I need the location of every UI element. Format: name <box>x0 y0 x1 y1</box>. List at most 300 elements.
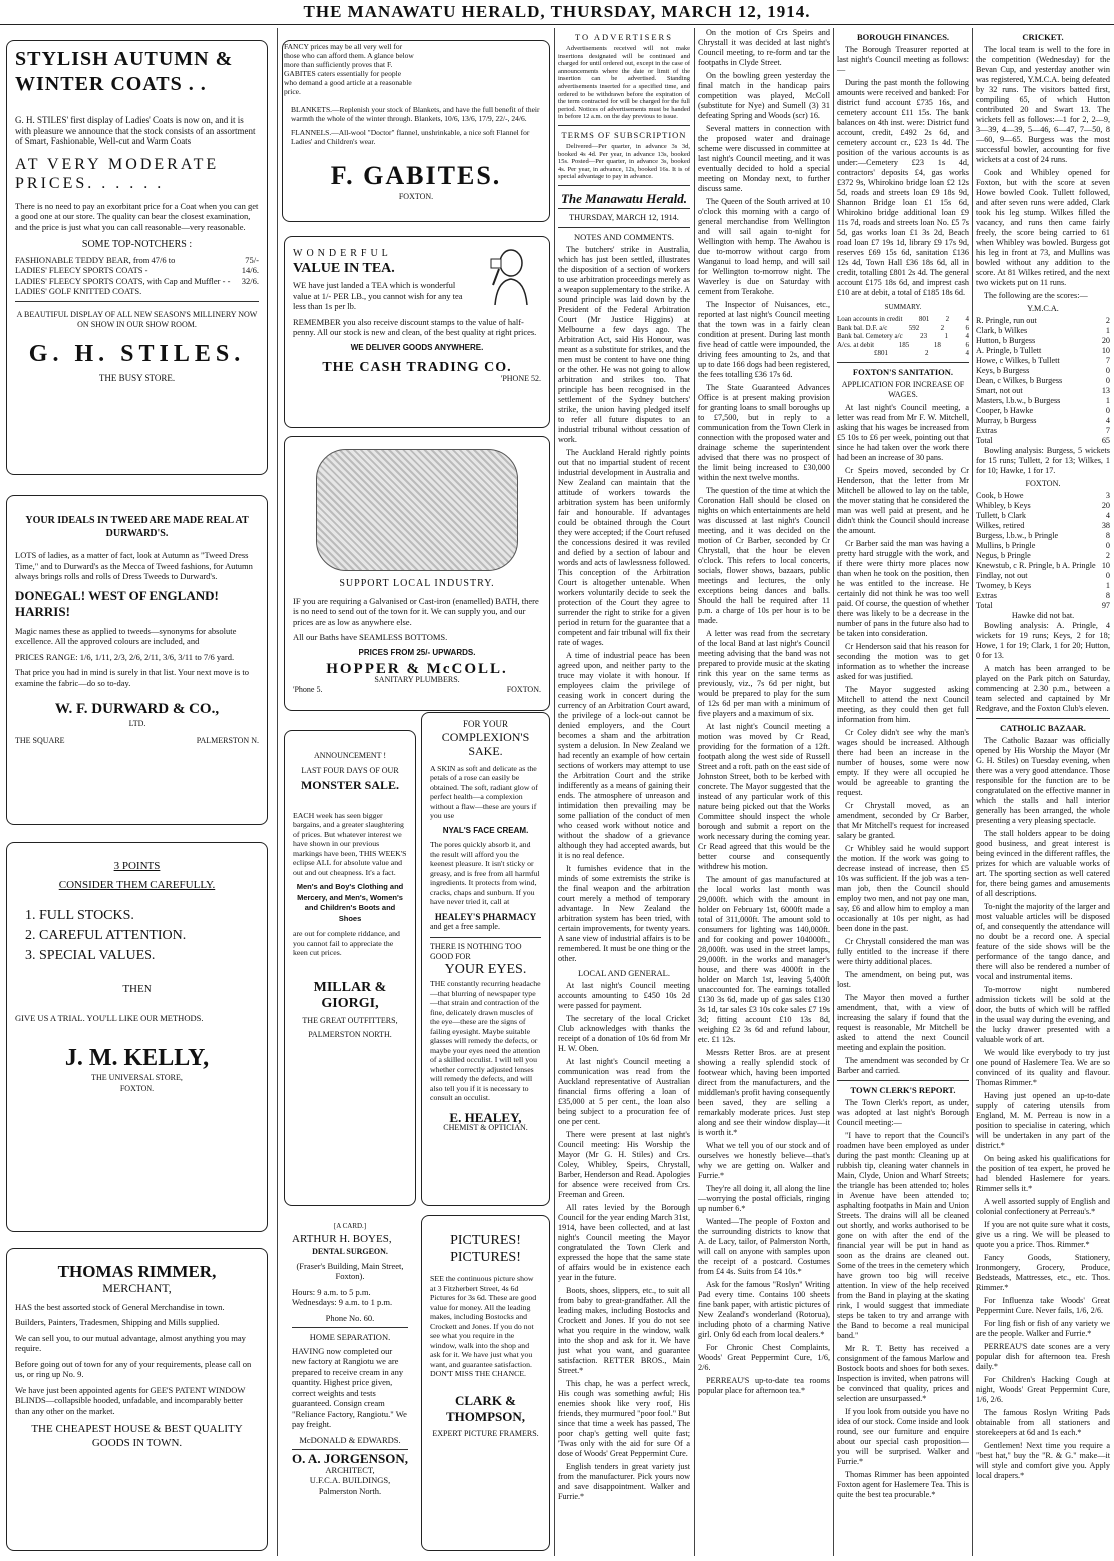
summary-row-cell: 4 <box>965 349 969 357</box>
sanitation-paragraph: Cr Henderson said that his reason for seconding the motion was to get information as to whether the increase asked for was justified. <box>837 641 969 681</box>
stiles-item <box>15 276 259 287</box>
ymca-score-row-cell: Masters, l.b.w., b Burgess <box>976 396 1061 405</box>
foxton-score-row-cell: Cook, b Howe <box>976 491 1024 500</box>
summary-row <box>837 349 969 358</box>
local-paragraph: This chap, he was a perfect wreck, His cough was something awful; His enemies shook like very roof, His friends, they murmured "poor fool." But since that time a week has passed, The poor chap's getting well quite fast; 'Twas only with the aid for sure Of a dose of Woods' Great Peppermint Cure. <box>558 1378 690 1458</box>
bazaar-paragraph: Having just opened an up-to-date supply of catering utensils from England, M. M. Perreau is now in a position to specialise in catering, which will be undertaken in any part of the district.* <box>976 1091 1110 1150</box>
finances-paragraph: The Borough Treasurer reported at last night's Council meeting as follows:— <box>837 45 969 74</box>
stiles-ad <box>6 40 268 475</box>
bazaar-paragraph: Fancy Goods, Stationery, Ironmongery, Grocery, Produce, Bedsteads, Mattresses, etc., etc. Thos. Rimmer.* <box>976 1253 1110 1292</box>
kelly-point: 1. FULL STOCKS. <box>25 908 134 923</box>
news-paragraph: The State Guaranteed Advances Office is at present making provision for granting loans to small boroughs up to £7,500, but in reply to a communication from the Town Clerk in connection with the proposed water and drainage scheme the superintendent advised that there was no prospect of the limit being increased to £30,000 within the next twelve months. <box>698 383 830 482</box>
hopper-support: SUPPORT LOCAL INDUSTRY. <box>339 578 495 589</box>
cricket-head: CRICKET. <box>1022 32 1064 42</box>
sanitation-paragraph: At last night's Council meeting, a letter was read from Mr F. W. Mitchell, asking that his wages be increased from £5 10s to £6 per week, pointing out that since he had taken over the work there had been an increase of 30 pans. <box>837 402 969 462</box>
kelly-then: THEN <box>122 983 152 995</box>
stiles-items <box>15 255 259 297</box>
millar-monster: MONSTER SALE. <box>300 778 400 792</box>
summary-row-cell: £801 <box>874 349 888 357</box>
townclerk-paragraph: Mr R. T. Betty has received a consignment of the famous Marlow and Bostock boots and shoes for both sexes. Inspection is invited, when patrons will be convinced that quality, prices and selection are unsurpassed.* <box>837 1343 969 1403</box>
summary-row-cell: 185 <box>898 340 910 349</box>
news-paragraph: At last night's Council meeting a motion was moved by Cr Read, providing for the formation of a 12ft. footpath along the west side of Russell Street and a roft. path on the east side of Johnston Street, both to be kerbed with concrete. The Mayor suggested that the instead of any particular work of this nature being picked out that the Works Committee should inspect the whole borough and submit a report on the work necessary during the coming year. Cr Read agreed that this would be the better course and consequently withdrew his motion. <box>698 722 830 871</box>
summary-row-cell: 1 <box>944 332 949 340</box>
bazaar-paragraph: On being asked his qualifications for the position of tea expert, he proved he had blended Haslemere for years. Rimmer sells it.* <box>976 1154 1110 1193</box>
foxton-scores <box>976 491 1110 611</box>
news-paragraph: PERREAU'S up-to-date tea rooms popular place for afternoon tea.* <box>698 1376 830 1395</box>
foxton-score-row-cell: 0 <box>1105 571 1110 580</box>
foxton-score-row-cell: Burgess, l.b.w., b Pringle <box>976 531 1059 540</box>
sanitation-paragraph: The Mayor then moved a further amendment, that, with a view of increasing the salary if found that the request is reasonable, Mr Mitchell be asked to attend the next Council meeting and explain the position. <box>837 992 969 1052</box>
summary-row-cell: 4 <box>965 332 969 340</box>
stiles-headline: STYLISH AUTUMN & WINTER COATS . . <box>15 48 234 95</box>
summary-row-cell: 6 <box>965 340 969 349</box>
notes-paragraphs <box>558 245 690 964</box>
ymca-score-row-cell: Howe, c Wilkes, b Tullett <box>976 356 1060 365</box>
summary-row-cell: 6 <box>965 323 969 332</box>
foxton-score-row-cell: 10 <box>1101 561 1110 570</box>
nameplate: The Manawatu Herald. <box>560 190 688 206</box>
subscription-body: Delivered—Per quarter, in advance 3s 3d, booked 4s 4d. Per year, in advance 13s, booked 15s. Posted—Per quarter, in advance 3s, booked 4s. Per year, in advance, 12s, booked 16s. It is of special advantage to pay in advance. <box>558 142 690 181</box>
ymca-score-row-cell: 7 <box>1105 356 1110 365</box>
kelly-points: 3 POINTS <box>113 860 161 872</box>
hopper-footer <box>293 685 541 696</box>
stiles-item-name: FASHIONABLE TEDDY BEAR, from 47/6 to <box>15 254 176 265</box>
stiles-item-price: 14/6. <box>241 265 259 275</box>
mcdonald-head: HOME SEPARATION. <box>309 1332 391 1342</box>
millar-last: LAST FOUR DAYS OF OUR <box>301 765 399 775</box>
millar-body2: are out for complete riddance, and you cannot fail to appreciate the keen cut prices. <box>293 929 400 957</box>
bazaar-paragraph: A well assorted supply of English and colonial confectionery at Perreau's.* <box>976 1197 1110 1216</box>
stiles-item <box>15 265 259 276</box>
notes-paragraph: The butchers' strike in Australia, which has just been settled, illustrates the disposition of a section of workers to use arbitration proceedings merely as a weapon supplementary to the strike. A sound principle was laid down by the President of the Federal Arbitration Court (Mr Justice Higgins) at Melbourne a few days ago. The Arbitration Act, said His Honour, was meant as a substitute for strikes, and the men must be content to have one thing or the other. He was not going to allow arbitration and strikes too. That principle has been recognised in the settlement of the Sydney butchers' strike, the union having pledged itself to refer all future disputes to an industrial tribunal without cessation of work. <box>558 244 690 444</box>
local-paragraph: At last night's Council meeting accounts amounting to £450 10s 2d were passed for payment. <box>558 980 690 1010</box>
jorgenson-addr: U.F.C.A. BUILDINGS, <box>309 1475 391 1485</box>
ymca-score-row-cell: Murray, b Burgess <box>976 416 1037 425</box>
summary-row-cell: 2 <box>925 349 929 357</box>
bazaar-paragraph: If you are not quite sure what it costs, give us a ring. We will be pleased to quote you a price. Thos. Rimmer.* <box>976 1220 1110 1249</box>
foxton-score-row <box>976 511 1110 521</box>
jorgenson-town: Palmerston North. <box>318 1485 382 1496</box>
foxton-score-row <box>976 501 1110 511</box>
healey-name: E. HEALEY, <box>449 1109 522 1125</box>
stiles-item <box>15 255 259 266</box>
tea-phone: 'PHONE 52. <box>500 373 541 383</box>
boyes-tag: DENTAL SURGEON. <box>312 1247 388 1256</box>
summary-row-cell: A/cs. at debit <box>837 340 875 349</box>
sanitation-sub: APPLICATION FOR INCREASE OF WAGES. <box>841 379 965 399</box>
ymca-score-row <box>976 386 1110 396</box>
sanitation-paragraph: The Mayor suggested asking Mitchell to attend the next Council meeting, as they could then get full information from him. <box>837 684 969 724</box>
clark-name: CLARK & THOMPSON, <box>445 1392 526 1424</box>
local-paragraph: At last night's Council meeting a communication was read from the Auckland representative of Australian financial firms offering a loan of £35,000 at 5 per cent., the loan also being subject to a procuration fee of one per cent. <box>558 1056 690 1126</box>
tea-body2: REMEMBER you also receive discount stamps to the value of half-penny. All our stock is new and clean, of the best quality at right prices. <box>293 316 537 337</box>
foxton-score-row-cell: Wilkes, retired <box>976 521 1025 530</box>
hopper-tag: SANITARY PLUMBERS. <box>374 674 460 684</box>
durward-body2: Magic names these as applied to tweeds—synonyms for absolute excellence. All the approved colours are included, and <box>15 625 237 646</box>
hopper-phone: 'Phone 5. <box>293 685 323 694</box>
news-paragraph: A letter was read from the secretary of the local Band at last night's Council meeting advising that the band was not prepared to provide music at the skating rink this year on the same terms as previously, viz., 7s 6d per night, but would be prepared to play for the sum of 12s 6d per man with a minimum of five players and a maximum of six. <box>698 629 830 718</box>
column-6 <box>976 28 1110 1556</box>
foxton-score-row-cell: 1 <box>1105 581 1110 590</box>
summary-row <box>837 324 969 333</box>
ymca-score-row-cell: 7 <box>1105 426 1110 435</box>
column-rule <box>972 28 973 1556</box>
notes-paragraph: The Auckland Herald rightly points out that no impartial student of recent industrial development in Australia and New Zealand can maintain that the attitude of workers towards the arbitration system has been uniformly fair and honourable. If advantages could be obtained through the Court they were accepted; if the Court refused the concessions desired it was reviled and defied by a section of labour and words and acts of lawlessness followed. This conception of the Arbitration Court is altogether untenable. When workers voluntarily decide to seek the protection of the Court they agree to surrender the right to strike for a given period in return for the guarantee that a competent and fair tribunal will fix their rate of wages. <box>558 447 690 647</box>
rimmer-body3: We can sell you, to our mutual advantage, almost anything you may require. <box>15 1332 246 1353</box>
boyes-phone: Phone No. 60. <box>325 1312 375 1323</box>
news-paragraph: On the motion of Crs Speirs and Chrystall it was decided at last night's Council meeting, to re-form and tar the footpaths in Clyde Street. <box>698 28 830 67</box>
durward-address-right: PALMERSTON N. <box>196 735 259 745</box>
healey-tag: CHEMIST & OPTICIAN. <box>443 1123 528 1132</box>
bazaar-paragraph: Gentlemen! Next time you require a "best hat," buy the "R. & G." make—it will style and comfort give you. Apply local drapers.* <box>976 1441 1110 1480</box>
foxton-score-row-cell: Extras <box>976 591 997 600</box>
news-paragraph: Wanted—The people of Foxton and the surrounding districts to know that A. de Lacy, tailor, of Palmerston North, will call on anyone with samples upon the receipt of a postcard. Costumes from £4 4s. Suits from £4 10s.* <box>698 1217 830 1276</box>
hawke-note: Hawke did not bat. <box>1011 611 1075 620</box>
foxton-score-row-cell: Negus, b Pringle <box>976 551 1031 560</box>
column-3 <box>558 28 690 1556</box>
kelly-point: 3. SPECIAL VALUES. <box>25 948 156 963</box>
masthead: THE MANAWATU HERALD, THURSDAY, MARCH 12, 1914. <box>0 0 1114 25</box>
ymca-score-row-cell: 0 <box>1105 376 1110 385</box>
local-paragraph: English tenders in great variety just from the manufacturer. Pick yours now and save disappointment. Walker and Furrie.* <box>558 1461 690 1501</box>
stiles-prices-head: AT VERY MODERATE PRICES. . . . . . <box>15 155 220 192</box>
foxton-score-row <box>976 541 1110 551</box>
sanitation-paragraph: Cr Coley didn't see why the man's wages should be increased. Although there had been an increase in the number of houses, some were now empty. If they were all occupied he would be agreeable to granting the request. <box>837 727 969 797</box>
cricket-match: A match has been arranged to be played on the Park pitch on Saturday, commencing at 2.30 p.m., between a team selected and captained by Mr Redgrave, and the Foxton Club's eleven. <box>976 664 1110 713</box>
bazaar-paragraph: For Influenza take Woods' Great Peppermint Cure. Never fails, 1/6, 2/6. <box>976 1296 1110 1315</box>
kelly-town: FOXTON. <box>119 1083 155 1093</box>
stiles-intro: G. H. STILES' first display of Ladies' Coats is now on, and it is with pleasure we announce that the stock consists of an assortment of Smart, Fashionable, Well-cut and Warm Coats <box>15 115 256 146</box>
gabites-town: FOXTON. <box>398 192 434 201</box>
rimmer-ad <box>6 1248 268 1551</box>
bazaar-head: CATHOLIC BAZAAR. <box>1000 723 1086 733</box>
sanitation-paragraph: Cr Chrystall moved, as an amendment, seconded by Cr Barber, that Mr Mitchell's request for increased salary be granted. <box>837 800 969 840</box>
stiles-item-name: LADIES' FLEECY SPORTS COATS - <box>15 265 148 275</box>
ymca-score-row <box>976 376 1110 386</box>
gabites-body1: FANCY prices may be all very well for those who can afford them. A glance below more than sufficiently proves that F. GABITES caters essentially for people who demand a good article at a reasonable price. <box>284 42 414 96</box>
local-paragraph: There were present at last night's Council meeting: His Worship the Mayor (Mr G. H. Stiles) and Crs. Coley, Whibley, Speirs, Chrystall, Barber, Henderson and Read. Apologies for absence were received from Crs. Freeman and Green. <box>558 1129 690 1199</box>
advertisers-body: Advertisements received will not make insertions designated will be continued and charged for until ordered out, except in the case of announcements where the date or limit of the insertion can be advertised. Standing advertisements inserted for a specified time, and ordered to be withdrawn before the expiration of the term contracted for will be charged for the full period. Notices of advertisements must be handed in before 12 a.m. on the day previous to issue. <box>558 45 690 121</box>
news-paragraph: The Queen of the South arrived at 10 o'clock this morning with a cargo of general merchandise from Wellington and will sail again to-night for Wellington with hemp. The Awahou is due to-morrow without cargo from Wanganui to load hemp, and will sail for Wellington to-morrow night. The Waverley is due on Saturday with cement from Terakohe. <box>698 197 830 296</box>
ymca-score-row <box>976 356 1110 366</box>
foxton-score-row-cell: Tullett, b Clark <box>976 511 1026 520</box>
sanitation-paragraphs <box>837 403 969 1076</box>
rimmer-body5: We have just been appointed agents for GEE'S PATENT WINDOW BLINDS—collapsible hooded, unfadable, and incomparably better than any other on the market. <box>15 1384 246 1416</box>
hopper-ad <box>284 436 550 711</box>
foxton-score-row-cell: 4 <box>1105 511 1110 520</box>
foxton-score-row <box>976 521 1110 531</box>
boyes-name: ARTHUR H. BOYES, <box>292 1232 392 1245</box>
foxton-score-row-cell: 38 <box>1101 521 1110 530</box>
durward-address-left: THE SQUARE <box>15 735 65 745</box>
kelly-name: J. M. KELLY, <box>64 1045 210 1071</box>
boyes-card: [A CARD.] <box>333 1222 367 1230</box>
foxton-score-row <box>976 571 1110 581</box>
foxton-score-row-cell: 2 <box>1105 551 1110 560</box>
news-paragraph: The question of the time at which the Coronation Hall should be closed on nights on which entertainments are held was discussed at last night's Council meeting, and it was decided on the motion of Cr Barber, seconded by Cr Chrystall, that the hour be eleven o'clock. This refers to local concerts, socials, flower shows, bazaars, public meetings and lectures, the only exceptions being dances and balls. Should the hall be required after 11 p.m. a charge of 10s per hour is to be made. <box>698 486 830 625</box>
local-paragraph: All rates levied by the Borough Council for the year ending March 31st, 1914, have been collected, and at last night's Council meeting the Mayor congratulated the Town Clerk and expressed the hope that the same state of affairs would be in existence each year in the future. <box>558 1202 690 1282</box>
summary-row-cell: 4 <box>965 315 969 323</box>
ymca-score-row-cell: Cooper, b Hawke <box>976 406 1034 415</box>
foxton-score-row <box>976 531 1110 541</box>
foxton-score-row-cell: Whibley, b Keys <box>976 501 1031 510</box>
foxton-score-row <box>976 551 1110 561</box>
kelly-ad <box>6 842 268 1232</box>
gabites-box <box>282 40 550 222</box>
ymca-score-row-cell: Keys, b Burgess <box>976 366 1030 375</box>
notes-paragraph: It furnishes evidence that in the minds of some extremists the strike is the final weapon and the arbitration court merely a method of temporary advantage. In New Zealand the arbitration system has been tried, with certain improvements, for twenty years. A sane view of industrial affairs is to be remembered. It must be one thing or the other. <box>558 863 690 963</box>
stiles-item-name: LADIES' GOLF KNITTED COATS. <box>15 286 142 296</box>
ymca-score-row <box>976 426 1110 436</box>
gabites-name: F. GABITES. <box>330 161 502 190</box>
kelly-list <box>15 906 259 966</box>
stiles-prices-text: There is no need to pay an exorbitant price for a Coat when you can get a good one at our store. The quality can bear the closest examination, and the price is just what you can call reasonable—very reasonable. <box>15 200 259 232</box>
rimmer-body4: Before going out of town for any of your requirements, please call on us, or ring up No. 9. <box>15 1358 252 1379</box>
tea-deliver: WE DELIVER GOODS ANYWHERE. <box>350 342 484 352</box>
cricket-paragraph: The local team is well to the fore in the competition (Wednesday) for the Bevan Cup, and yesterday another win was registered, Y.M.C.A. being defeated by 32 runs. The visitors batted first, compiling 65, of which Hutton contributed 20 and Swart 13. The wickets fell as follows:—1 for 2, 2—9, 3—39, 4—39, 5—46, 6—47, 7—50, 8—60, 9—65. Burgess was the most successful bowler, accounting for five wickets at a cost of 24 runs. <box>976 45 1110 164</box>
summary-row-cell: 2 <box>945 315 950 323</box>
foxton-score-row-cell: Twomey, b Keys <box>976 581 1032 590</box>
jorgenson-name: O. A. JORGENSON, <box>292 1451 408 1466</box>
healey-cream: NYAL'S FACE CREAM. <box>442 825 529 835</box>
clark-pictures: PICTURES! PICTURES! <box>450 1233 521 1265</box>
millar-name: MILLAR & GIORGI, <box>313 979 387 1011</box>
ymca-score-row-cell: 1 <box>1105 396 1110 405</box>
bazaar-paragraph: The famous Roslyn Writing Pads obtainable from all stationers and storekeepers at 6d and 1s each.* <box>976 1408 1110 1437</box>
foxton-score-row-cell: 97 <box>1101 601 1110 610</box>
townclerk-paragraph: "I have to report that the Council's roadmen have been employed as under during the past month: Cleaning up at rubbish tip, cleaning water channels in Main, Clyde, Union and Wharf Streets; the triangle has been attended to; holes in Avenue have been attended to; asphalting footpaths in Main and Union Streets. The drains will all be cleaned out shortly, and works authorised to be gone on with after the end of the financial year will be put in hand as soon as the drains are cleaned out. Some of the trees in the cemetery which have grown too big will receive attention. In view of the help received from the Band in playing at the skating rink, I would suggest that immediate steps be taken to try and arrange with the Band to become a real municipal band." <box>837 1130 969 1340</box>
healey-pharmacy: HEALEY'S PHARMACY <box>434 911 537 922</box>
stiles-name: G. H. STILES. <box>28 340 246 367</box>
ymca-score-row-cell: Extras <box>976 426 997 435</box>
ymca-score-row <box>976 366 1110 376</box>
foxton-score-row-cell: Mullins, b Pringle <box>976 541 1036 550</box>
townclerk-head: TOWN CLERK'S REPORT. <box>850 1084 956 1095</box>
bazaar-paragraphs <box>976 736 1110 1481</box>
ymca-score-row <box>976 336 1110 346</box>
healey-complexion: COMPLEXION'S SAKE. <box>441 729 530 758</box>
cricket-paragraph: The following are the scores:— <box>984 291 1088 300</box>
ymca-score-row-cell: 0 <box>1105 406 1110 415</box>
ymca-score-row <box>976 326 1110 336</box>
millar-body1: EACH week has seen bigger bargains, and a greater slaughtering of prices. But whatever interest we have shown in our previous markings have been, THIS WEEK'S eclipse ALL for absolute value and out and out cheapness. It's a fact. <box>293 810 407 877</box>
ymca-score-row-cell: 10 <box>1101 346 1110 355</box>
tea-value: VALUE IN TEA. <box>293 260 395 276</box>
healey-for: FOR YOUR <box>463 719 508 729</box>
durward-head: YOUR IDEALS IN TWEED ARE MADE REAL AT DURWARD'S. <box>25 515 249 539</box>
ymca-score-row-cell: Total <box>976 436 993 445</box>
ymca-score-row-cell: Clark, b Wilkes <box>976 326 1028 335</box>
ymca-scores <box>976 316 1110 446</box>
summary-row <box>837 315 969 324</box>
bazaar-paragraph: We would like everybody to try just one pound of Haslemere Tea. We are so convinced of its quality and flavour. Thomas Rimmer.* <box>976 1048 1110 1087</box>
ymca-score-row <box>976 406 1110 416</box>
summary-row-cell: Bank bal. Cemetery a/c <box>837 332 903 340</box>
foxton-score-row-cell: 8 <box>1105 591 1110 600</box>
ymca-score-row-cell: 1 <box>1105 326 1110 335</box>
bazaar-paragraph: The stall holders appear to be doing good business, and great interest is being evinced in the different raffles, the prizes for which are valuable works of art. The sporting section as well catered for, there being games and amusements of all descriptions. <box>976 829 1110 898</box>
durward-body1: LOTS of ladies, as a matter of fact, look at Autumn as "Tweed Dress Time," and to Durward's as the Mecca of Tweed fashions, for Autumn always brings rolls and rolls of Dress Tweeds to Durward's. <box>15 550 253 581</box>
foxton-score-row-cell: 3 <box>1105 491 1110 500</box>
summary-table <box>837 315 969 358</box>
gabites-flannels: FLANNELS.—All-wool "Doctor" flannel, unshrinkable, a nice soft Flannel for Ladies' and Children's wear. <box>291 128 530 146</box>
sanitation-paragraph: The amendment was seconded by Cr Barber and carried. <box>837 1055 969 1075</box>
column-4-paragraphs <box>698 28 830 1396</box>
durward-address <box>15 736 259 747</box>
ymca-score-row-cell: A. Pringle, b Tullett <box>976 346 1042 355</box>
ymca-score-row <box>976 346 1110 356</box>
cricket-paragraph: Cook and Whibley opened for Foxton, but with the score at seven Howe bowled Cook. Tullett followed, and after seven runs were added, Clark took his leg stump. Wilkes filled the vacancy, and runs then came fairly freely, the score being carried to 61 when Whibley was bowled. Burgess got his leg in front at 73, and Mullins was bowled without any addition to the score. At 81 Wilkes retired, and the next two wickets put on 11 runs. <box>976 168 1110 287</box>
ymca-score-row-cell: 65 <box>1101 436 1110 445</box>
foxton-score-row-cell: 0 <box>1105 541 1110 550</box>
foxton-score-row <box>976 561 1110 571</box>
tea-name: THE CASH TRADING CO. <box>322 360 512 375</box>
clark-body: SEE the continuous picture show at 3 Fitzherbert Street, 4s 6d Pictures for 3s 6d. These are good value for money. All the leading makes, including Bostocks and Crockett and Jones. If you do not see what you require in the window, walk into the shop and ask for it. We have just what you want, and guarantee satisfaction. DON'T MISS THE CHANCE. <box>430 1274 537 1378</box>
ymca-score-row <box>976 416 1110 426</box>
bazaar-paragraph: For ling fish or fish of any variety we are the people. Walker and Furrie.* <box>976 1319 1110 1338</box>
column-rule <box>694 28 695 1556</box>
column-4 <box>698 28 830 1556</box>
gabites-blankets: BLANKETS.—Replenish your stock of Blankets, and have the full benefit of their warmth the whole of the winter through. Blankets, 10/6, 13/6, 17/9, 22/-, 24/6. <box>291 105 540 123</box>
subscription-head: TERMS OF SUBSCRIPTION <box>561 129 687 140</box>
sanitation-paragraph: Cr Speirs moved, seconded by Cr Henderson, that the letter from Mr Mitchell be allowed to lay on the table, the mover stating that he considered the man was well paid at present, and he didn't think the Council should increase the amount. <box>837 465 969 535</box>
boyes-addr: (Fraser's Building, Main Street, Foxton). <box>296 1260 404 1281</box>
bazaar-paragraph: PERREAU'S date scones are a very popular dish for afternoon tea. Fresh daily.* <box>976 1342 1110 1371</box>
column-rule <box>554 28 555 1556</box>
durward-donegal: DONEGAL! WEST OF ENGLAND! HARRIS! <box>15 587 219 619</box>
hopper-seamless: All our Baths have SEAMLESS BOTTOMS. <box>293 632 448 642</box>
hopper-body: IF you are requiring a Galvanised or Cast-iron (enamelled) BATH, there is no need to send out of the town for it. We can supply you, and our prices are as low as anywhere else. <box>293 595 539 627</box>
bazaar-paragraph: To-morrow night numbered admission tickets will be sold at the door, the butts of which will be raffled in the usual way during the evening, and the lucky drawer presented with a valuable work of art. <box>976 985 1110 1044</box>
rimmer-footer: THE CHEAPEST HOUSE & BEST QUALITY GOODS IN TOWN. <box>31 1423 243 1449</box>
ymca-score-row <box>976 436 1110 446</box>
summary-head: SUMMARY. <box>884 303 922 311</box>
durward-prices: PRICES RANGE: 1/6, 1/11, 2/3, 2/6, 2/11, 3/6, 3/11 to 7/6 yard. <box>15 651 235 662</box>
notes-head: NOTES AND COMMENTS. <box>574 231 674 242</box>
tea-drinker-illustration <box>481 245 537 305</box>
boyes-mcdonald-jorgenson <box>284 1215 416 1551</box>
local-paragraph: The secretary of the local Cricket Club acknowledges with thanks the receipt of a donation of 10s 6d from Mr H. W. Oben. <box>558 1013 690 1053</box>
news-paragraph: Several matters in connection with the proposed water and drainage scheme were discussed in committee at last night's Council meeting, and it was eventually decided to hold a special meeting on Monday next, to further discuss same. <box>698 124 830 193</box>
millar-ad <box>284 730 416 1206</box>
column-5 <box>837 28 969 1556</box>
durward-ad <box>6 495 268 825</box>
foxton-score-row <box>976 491 1110 501</box>
sanitation-paragraph: Cr Chrystall considered the man was fully entitled to the increase if there were thirty additional places. <box>837 936 969 966</box>
notes-paragraph: A time of industrial peace has been agreed upon, and neither party to the truce may violate it with honour. If employees claim the privilege of ceasing work in concert during the currency of an Arbitration Court award, the privilege of a lock-out cannot be denied employers, and the Court becomes a sham and the arbitration system a delusion. In New Zealand we had recently an example of how certain sections of workers may attempt to use the Arbitration Court and the strike indifferently as a means of gaining their ends. The atmosphere of unreason and intimidation then prevailing may be some palliation of the conduct of men who ceased work without notice and without the shadow of a grievance although they had accepted awards, but it is no real defence. <box>558 650 690 860</box>
mcdonald-name: McDONALD & EDWARDS. <box>299 1434 401 1445</box>
summary-row-cell: 2 <box>940 323 945 332</box>
kelly-consider: CONSIDER THEM CAREFULLY. <box>58 878 216 891</box>
foxton-score-row <box>976 581 1110 591</box>
sanitation-paragraph: Cr Whibley said he would support the motion. If the work was going to decrease instead of increase, then £5 10s was sufficient. If the job was a ten-man job, then the Council should employ two men, and not pay one man, say, £6 and allow him to employ a man occasionally at 10s per night, as had been done in the past. <box>837 843 969 933</box>
ymca-score-row-cell: 2 <box>1105 316 1110 325</box>
durward-ltd: LTD. <box>128 719 146 728</box>
healey-body2: The pores quickly absorb it, and the result will afford you the keenest pleasure. It isn't sticky or greasy, and is free from all harmful ingredients. It protects from wind, cracks, chaps and sunburn. If you have never tried it, call at <box>430 840 540 906</box>
clark-tag: EXPERT PICTURE FRAMERS. <box>432 1428 539 1438</box>
summary-row-cell: Loan accounts in credit <box>837 315 903 323</box>
foxton-score-row-cell: Total <box>976 601 993 610</box>
news-paragraph: On the bowling green yesterday the final match in the handicap pairs competition was played, McColl (substitute for Nye) and Sumell (3) 31 defeating Spring and Woods (scr) 16. <box>698 71 830 120</box>
foxton-score-row-cell: Findlay, not out <box>976 571 1028 580</box>
local-paragraph: Boots, shoes, slippers, etc., to suit all from baby to great-grandfather. All the leading makes, including Bostocks and Crockett and Jones. If you do not see what you require in the window, walk into the shop and ask for it. We have just what you want, and guarantee satisfaction. RETTER BROS., Main Street.* <box>558 1285 690 1375</box>
column-rule <box>277 28 278 1556</box>
bazaar-paragraph: To-night the majority of the larger and most valuable articles will be disposed of, and consequently the attendance will no doubt be a record one. A special feature of the side shows will be the performance of the tango dance, and there will also be rendered a number of vocal and instrumental items. <box>976 902 1110 981</box>
sanitation-paragraph: The amendment, on being put, was lost. <box>837 969 969 989</box>
stiles-item-name: LADIES' FLEECY SPORTS COATS, with Cap and Muffler - - <box>15 275 231 286</box>
hopper-town: FOXTON. <box>506 685 541 694</box>
foxton-head: FOXTON. <box>1025 479 1061 488</box>
ymca-score-row-cell: 4 <box>1105 416 1110 425</box>
hopper-prices: PRICES FROM 25/- UPWARDS. <box>358 647 476 657</box>
durward-name: W. F. DURWARD & CO., <box>54 701 220 717</box>
mcdonald-body: HAVING now completed our new factory at Rangiotu we are prepared to receive cream in any quantity. Highest price given, correct weights and tests guaranteed. Consign cream "Reliance Factory, Rangiotu." We pay freight. <box>292 1345 407 1429</box>
kelly-point: 2. CAREFUL ATTENTION. <box>25 928 187 943</box>
healey-nothing: THERE IS NOTHING TOO GOOD FOR <box>430 941 522 961</box>
bazaar-paragraph: For Children's Hacking Cough at night, Woods' Great Peppermint Cure, 1/6, 2/6. <box>976 1375 1110 1404</box>
stiles-millinery: A BEAUTIFUL DISPLAY OF ALL NEW SEASON'S MILLINERY NOW ON SHOW IN OUR SHOW ROOM. <box>16 309 258 329</box>
healey-sample: and get a free sample. <box>430 922 500 931</box>
ymca-bowling: Bowling analysis: Burgess, 5 wickets for 15 runs; Tullett, 2 for 13; Wilkes, 1 for 10; Hawke, 1 for 17. <box>976 446 1110 475</box>
jorgenson-tag: ARCHITECT, <box>325 1464 375 1475</box>
news-paragraph: The amount of gas manufactured at the local works last month was 29,000ft. which with the amount in holder on February 1st, 6000ft made a total of 311,000ft. The amount sold to consumers for lighting was 140,000ft. and for cooking and power 104000ft., 28,000ft. was used in the street lamps, 29,000ft. in the works and manager's house, and there was 4000ft in the holder on March 1st, leaving 5,400ft unaccounted for. The earnings totalled £130 3s 6d, made up of gas sales £130 3s 1d, tar sales £3 10s coke sales £7 19s 3d; fitting account £10 13s 8d, weighing £2 3s 6d and refund labour, etc. £1 12s. <box>698 875 830 1044</box>
stiles-tag: THE BUSY STORE. <box>98 372 176 383</box>
column-rule <box>833 28 834 1556</box>
healey-body3: THE constantly recurring headache—that blurring of newspaper type—that strain and contraction of the fine, delicately drawn muscles of the eye—these are the signs of failing eyesight. Maybe suitable glasses will remedy the defects, or maybe your eyes need the attention of a skilled occulist. I will tell you whether correctly adjusted lenses will remedy the defects, and will also tell you if it is necessary to consult an occulist. <box>430 979 541 1102</box>
hopper-name: HOPPER & McCOLL. <box>326 661 508 677</box>
foxton-score-row-cell: Knewstub, c R. Pringle, b A. Pringle <box>976 561 1096 570</box>
summary-row <box>837 341 969 350</box>
stiles-item <box>15 286 259 297</box>
millar-announce: ANNOUNCEMENT ! <box>313 751 387 760</box>
foxton-score-row <box>976 601 1110 611</box>
tea-wonderful: WONDERFUL <box>293 248 392 259</box>
durward-body3: That price you had in mind is surely in that list. Your next move is to examine the fabric—do so to-day. <box>15 667 249 688</box>
local-paragraphs <box>558 981 690 1502</box>
stiles-item-price: 32/6. <box>241 275 259 286</box>
summary-row-cell: 801 <box>918 315 930 323</box>
ymca-score-row <box>976 396 1110 406</box>
healey-body1: A SKIN as soft and delicate as the petals of a rose can easily be obtained. The soft, radiant glow of perfect health—a complexion without a flaw—these are yours if you use <box>430 763 538 820</box>
summary-row-cell: 592 <box>908 323 920 332</box>
tea-body1: WE have just landed a TEA which is wonderful value at 1/- PER LB., you cannot wish for any tea less than 1s per lb. <box>293 280 463 311</box>
ymca-score-row-cell: 20 <box>1101 336 1110 345</box>
townclerk-paragraph: Thomas Rimmer has been appointed Foxton agent for Haslemere Tea. This is quite the best tea procurable.* <box>837 1469 969 1499</box>
rimmer-tag: MERCHANT, <box>102 1281 172 1295</box>
townclerk-paragraph: The Town Clerk's report, as under, was adopted at last night's Borough Council meeting:— <box>837 1097 969 1127</box>
finances-paragraph: During the past month the following amounts were received and banked: For district fund account £735 16s, and cemetery account £11 15s. The bank balances on 4th inst. were: District fund account, credit, £492 2s 6d, and cemetery account cr., £23 1s 4d. The position of the various accounts is as under:—Cemetery £23 1s 4d, contractors' deposits £4, gas works £372 9s, Whirokino bridge loan £2 12s 5d, roads and streets loan £9 18s 9d, Shannon Bridge loan £1 15s 6d, Whirokino bridge additional loan £9 11s 7d, roads and streets loan No. £5 7s 5d, gas works loan £1 3s 2d, Beach road loan £7 19s 1d, library £9 17s 9d, reserves £69 15s 6d, sanitation £136 12s 4d, Town Hall £36 18s 6d, all in credit, totalling £801 2s 4d. The general account £175 18s 6d, and imprest cash £10 are at debit, a total of £185 18s 6d. <box>837 78 969 297</box>
ymca-head: Y.M.C.A. <box>1027 304 1059 313</box>
rimmer-body2: Builders, Painters, Tradesmen, Shipping and Mills supplied. <box>15 1317 220 1327</box>
summary-row-cell: 23 <box>920 332 928 340</box>
millar-tag: THE GREAT OUTFITTERS, <box>302 1015 398 1025</box>
news-paragraph: For Chronic Chest Complaints, Woods' Great Peppermint Cure, 1/6, 2/6. <box>698 1343 830 1372</box>
ymca-score-row-cell: Hutton, b Burgess <box>976 336 1036 345</box>
finances-head: BOROUGH FINANCES. <box>856 32 950 42</box>
ymca-score-row-cell: Dean, c Wilkes, b Burgess <box>976 376 1063 385</box>
townclerk-paragraphs <box>837 1098 969 1500</box>
news-paragraph: What we tell you of our stock and of ourselves we honestly believe—that's why we are getting on. Walker and Furrie.* <box>698 1141 830 1180</box>
foxton-bowling: Bowling analysis: A. Pringle, 4 wickets for 19 runs; Keys, 2 for 18; Howe, 1 for 19; Clark, 1 for 20; Hutton, 0 for 13. <box>976 621 1110 660</box>
stiles-top-notchers: SOME TOP-NOTCHERS : <box>81 239 193 250</box>
clark-ad <box>421 1215 550 1551</box>
cricket-paragraphs <box>976 45 1110 301</box>
news-paragraph: Ask for the famous "Roslyn" Writing Pad every time. Contains 100 sheets fine bank paper, with artistic pictures of New Zealand's wonderland (Rotorua), including photo of a charming Native girl. Only 6d each from local dealers.* <box>698 1280 830 1339</box>
news-paragraph: The Inspector of Nuisances, etc., reported at last night's Council meeting that the town was in a fairly clean condition at present. During last month five head of cattle were impounded, the driving fees amounting to 2s, and that up to date 166 dogs had been registered, the fees totalling £36 17s 6d. <box>698 300 830 379</box>
rimmer-body1: HAS the best assorted stock of General Merchandise in town. <box>15 1301 225 1312</box>
bath-illustration <box>316 449 518 571</box>
kelly-tag: THE UNIVERSAL STORE, <box>91 1073 183 1082</box>
